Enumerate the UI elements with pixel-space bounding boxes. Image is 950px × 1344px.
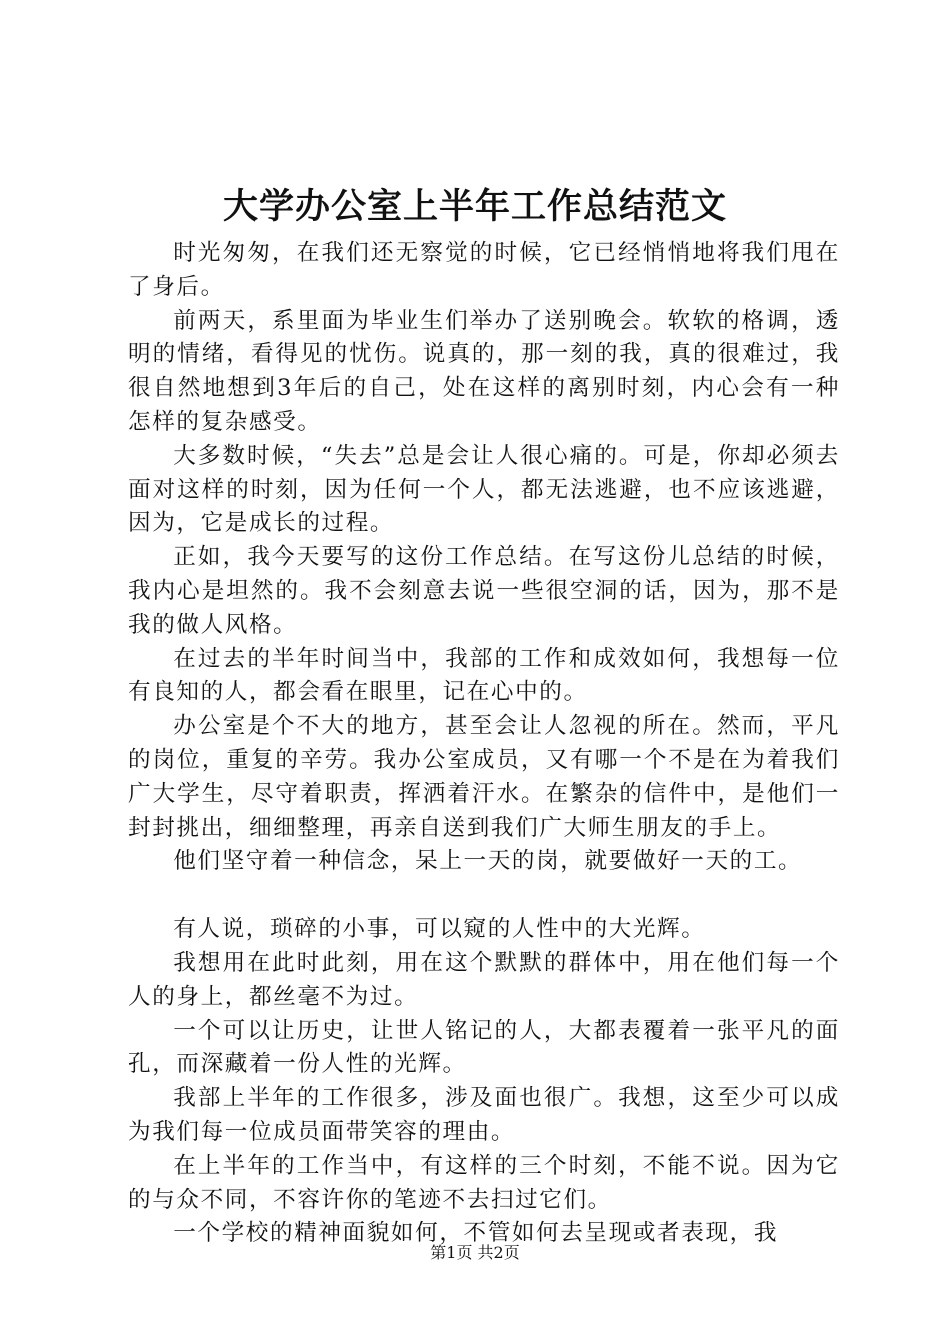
paragraph: 我想用在此时此刻，用在这个默默的群体中，用在他们每一个人的身上，都丝毫不为过。 <box>128 949 840 1010</box>
paragraph: 在过去的半年时间当中，我部的工作和成效如何，我想每一位有良知的人，都会看在眼里，记在心中的。 <box>128 645 840 706</box>
paragraph: 有人说，琐碎的小事，可以窥的人性中的大光辉。 <box>173 916 706 943</box>
paragraph: 一个学校的精神面貌如何，不管如何去呈现或者表现，我 <box>173 1220 779 1247</box>
paragraph: 正如，我今天要写的这份工作总结。在写这份儿总结的时候，我内心是坦然的。我不会刻意去说一些很空洞的话，因为，那不是我的做人风格。 <box>128 544 840 638</box>
paragraph: 我部上半年的工作很多，涉及面也很广。我想，这至少可以成为我们每一位成员面带笑容的理由。 <box>128 1085 840 1145</box>
paragraph: 在上半年的工作当中，有这样的三个时刻，不能不说。因为它的与众不同，不容许你的笔迹不去扫过它们。 <box>128 1152 840 1213</box>
paragraph: 大多数时候，“失去”总是会让人很心痛的。可是，你却必须去面对这样的时刻，因为任何一个人，都无法逃避，也不应该逃避，因为，它是成长的过程。 <box>128 442 840 537</box>
paragraph: 办公室是个不大的地方，甚至会让人忽视的所在。然而，平凡的岗位，重复的辛劳。我办公室成员，又有哪一个不是在为着我们广大学生，尽守着职责，挥洒着汗水。在繁杂的信件中，是他们一封封挑出，细细整理，再亲自送到我们广大师生朋友的手上。 <box>128 713 840 841</box>
document-body <box>128 237 840 1251</box>
paragraph: 前两天，系里面为毕业生们举办了送别晚会。软软的格调，透明的情绪，看得见的忧伤。说真的，那一刻的我，真的很难过，我很自然地想到3年后的自己，处在这样的离别时刻，内心会有一种怎样的复杂感受。 <box>128 307 840 435</box>
page-footer: 第1页 共2页 <box>430 1243 520 1262</box>
paragraph: 一个可以让历史，让世人铭记的人，大都表覆着一张平凡的面孔，而深藏着一份人性的光辉。 <box>128 1017 840 1078</box>
paragraph: 时光匆匆，在我们还无察觉的时候，它已经悄悄地将我们甩在了身后。 <box>128 240 840 300</box>
paragraph: 他们坚守着一种信念，呆上一天的岗，就要做好一天的工。 <box>173 848 803 875</box>
document-title: 大学办公室上半年工作总结范文 <box>222 187 727 227</box>
blank-line <box>128 879 840 913</box>
